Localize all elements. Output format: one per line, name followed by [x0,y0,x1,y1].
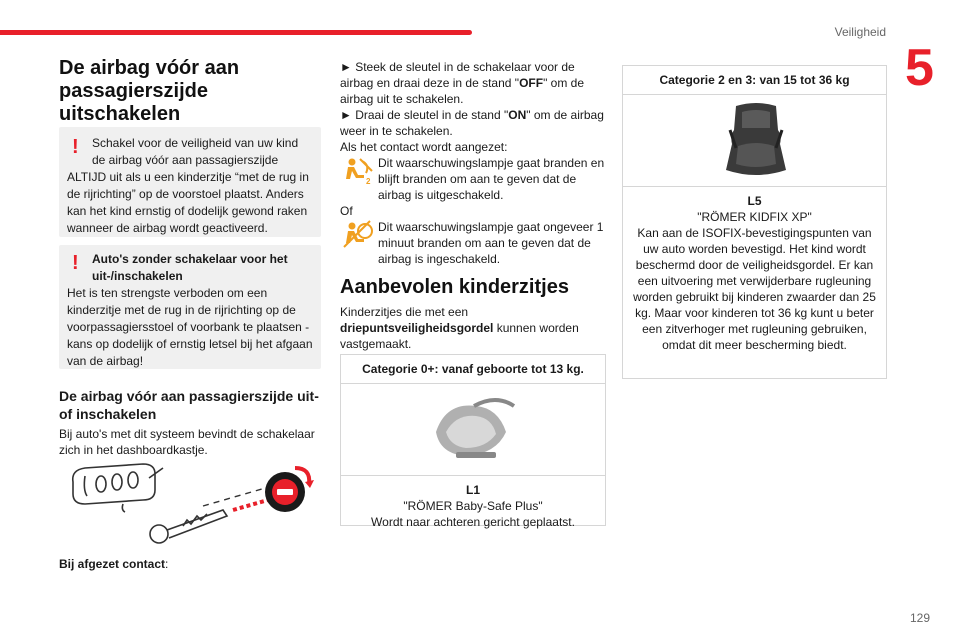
lamp-on-row [340,219,606,267]
airbag-switch-icon [265,468,314,512]
airbag-off-lamp-icon [340,155,374,185]
warning-2-heading: Auto's zonder schakelaar voor het uit-/inschakelen [92,252,288,283]
step-1-off: OFF [519,76,544,90]
footer-note-label: Bij afgezet contact [59,557,166,571]
footer-note [59,556,321,572]
instructions-block [340,59,606,267]
warning-exclamation-icon: ! [72,252,79,274]
section-subheading: De airbag vóór aan passagierszijde uit- of inschakelen [59,388,319,422]
warning-2-body: Het is ten strengste verboden om een kinderzitje met de rug in de rijrichting op de voorpassagiersstoel of voorbank te plaatsen - kans op dodelijk of ernstig letsel bij het afgaan van de airbag! [67,286,313,368]
warning-exclamation-icon: ! [72,136,79,158]
contact-text: Als het contact wordt aangezet: [340,140,508,154]
step-1-text-a: ► Steek de sleutel in de schakelaar voor de airbag en draai deze in de stand " [340,60,575,90]
or-text: Of [340,204,353,218]
lamp-off-row [340,155,606,203]
recommended-seats-heading: Aanbevolen kinderzitjes [340,276,569,298]
seats-intro-bold: driepuntsveiligheidsgordel [340,321,494,335]
baby-seat-image [426,392,522,466]
page-number: 129 [909,611,930,625]
footer-note-colon: : [165,557,169,571]
booster-seat-image [716,100,796,182]
step-2-on: ON [508,108,527,122]
seat-code: L5 [747,194,762,208]
warning-box-2 [59,245,321,369]
key-switch-illustration [63,460,315,550]
seat-desc: Wordt naar achteren gericht geplaatst. [371,515,575,529]
step-off [340,59,606,107]
step-1-text-b: " om de airbag uit te schakelen. [340,76,585,106]
car-key-icon [73,464,163,512]
seat-name: "RÖMER KIDFIX XP" [697,210,812,224]
seat-card-l1 [340,354,606,529]
seats-intro-a: Kinderzitjes die met een [340,305,469,319]
seat-code: L1 [465,483,480,497]
page-title: De airbag vóór aan passagierszijde uitschakelen [59,57,240,125]
section-title: Veiligheid [834,25,886,39]
seat-card-desc [341,476,605,536]
seat-image-cell [341,384,605,476]
warning-1-first: Schakel voor de veiligheid van uw kind de airbag vóór aan passagierszijde [92,136,299,167]
seat-card-header: Categorie 2 en 3: van 15 tot 36 kg [623,66,886,95]
seat-card-desc [623,187,886,359]
top-accent-bar [0,30,472,35]
svg-text:2: 2 [366,177,371,185]
step-2-text-b: " om de airbag weer in te schakelen. [340,108,604,138]
chapter-number: 5 [905,39,934,97]
seat-image-cell [623,95,886,187]
seat-card-header: Categorie 0+: vanaf geboorte tot 13 kg. [341,355,605,384]
step-on [340,107,606,139]
seat-card-l5 [622,65,887,379]
warning-box-1 [59,127,321,237]
intro-text: Bij auto's met dit systeem bevindt de schakelaar zich in het dashboardkastje. [59,427,315,457]
seat-name: "RÖMER Baby-Safe Plus" [403,499,543,513]
warning-1-rest: ALTIJD uit als u een kinderzitje “met de rug in de rijrichting” op de voorstoel plaatst. Anders kan het kind ernstig of dodelijk gewond raken wanneer de airbag wordt geactiveerd. [67,170,309,235]
step-2-text-a: ► Draai de sleutel in de stand " [340,108,509,122]
key-blade-icon [150,510,227,543]
lamp-1-text: Dit waarschuwingslampje gaat branden en blijft branden om aan te geven dat de airbag is uitgeschakeld. [378,156,605,202]
seat-desc: Kan aan de ISOFIX-bevestigingspunten van uw auto worden bevestigd. Het kind wordt beschermd door de veiligheidsgordel. Er kan een uitvoering met verwijderbare rugleuning worden gebruikt bij kinderen zwaarder dan 25 kg. Maar voor kinderen tot 36 kg kunt u beter een zitverhoger met rugleuning gebruiken, omdat dit meer bescherming biedt. [633,226,876,352]
lamp-2-text: Dit waarschuwingslampje gaat ongeveer 1 minuut branden om aan te geven dat de airbag is ingeschakeld. [378,220,604,266]
seats-intro-b: kunnen worden vastgemaakt. [340,321,579,351]
airbag-on-lamp-icon [340,219,374,249]
seats-intro [340,304,606,352]
